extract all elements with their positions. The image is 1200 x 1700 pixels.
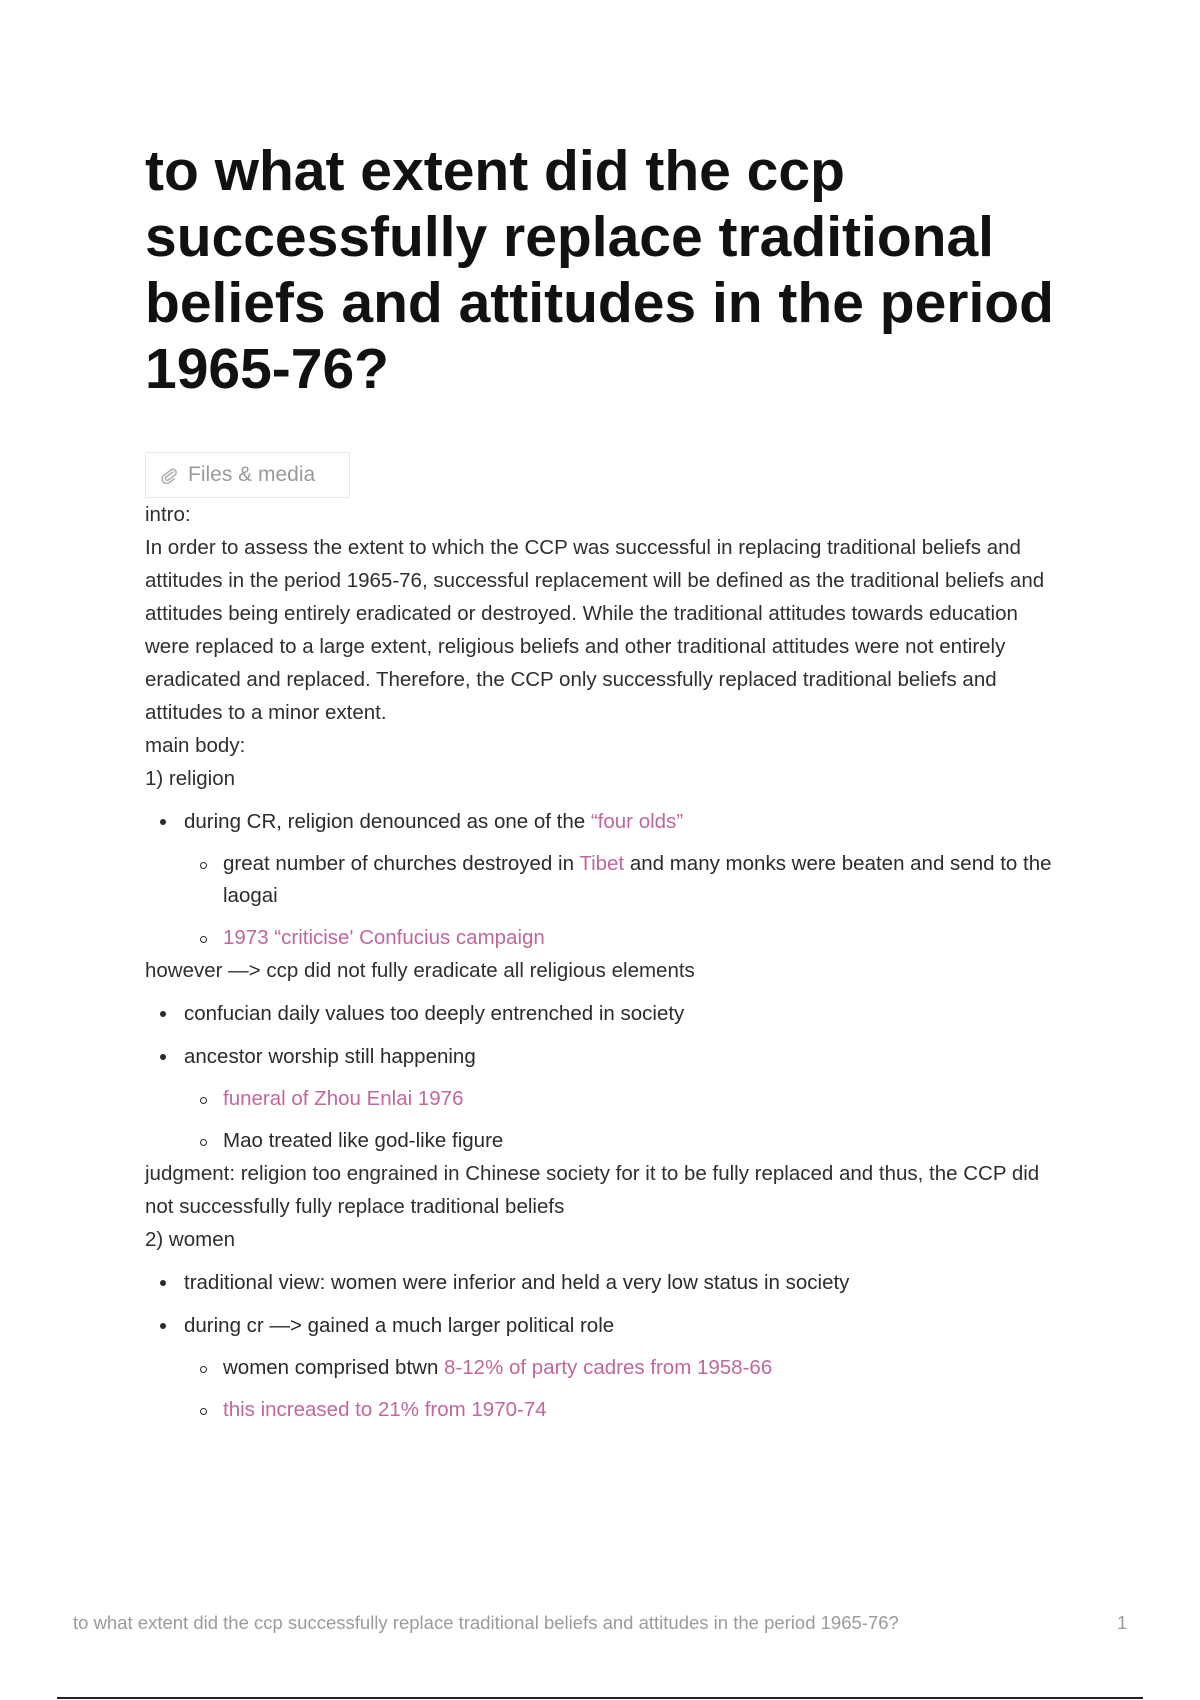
sub-bullet-list	[184, 1352, 1065, 1426]
main-body-label: main body:	[145, 734, 246, 757]
list-item	[145, 805, 1065, 954]
highlighted-text: Tibet	[579, 852, 625, 875]
list-item-text: confucian daily values too deeply entrenched in society	[184, 1002, 685, 1025]
list-item	[145, 1040, 1065, 1157]
bullet-dot	[160, 1280, 166, 1286]
list-item	[145, 1266, 1065, 1299]
sub-bullet-list	[184, 1083, 1065, 1157]
highlighted-text: 1973 “criticise' Confucius campaign	[223, 926, 545, 949]
sub-list-item	[184, 1394, 1065, 1426]
bullet-circle	[200, 1408, 207, 1415]
sub-list-item	[184, 1083, 1065, 1115]
religion-counter-list	[145, 997, 1065, 1157]
files-media-label: Files & media	[188, 463, 316, 486]
list-item-text: ancestor worship still happening	[184, 1045, 476, 1068]
page-title: to what extent did the ccp successfully replace traditional beliefs and attitudes in the period 1965-76?	[145, 139, 1054, 401]
paperclip-icon	[160, 466, 178, 484]
page-number: 1	[1117, 1612, 1128, 1633]
list-item-text: and many monks were beaten and send to the laogai	[223, 852, 1052, 907]
bullet-circle	[200, 1097, 207, 1104]
list-item-text: great number of churches destroyed in	[223, 852, 580, 875]
list-item	[145, 1309, 1065, 1426]
list-item	[145, 997, 1065, 1030]
section-heading-women: 2) women	[145, 1228, 236, 1251]
list-item-text: traditional view: women were inferior and held a very low status in society	[184, 1271, 850, 1294]
sub-list-item	[184, 922, 1065, 954]
section-heading-religion: 1) religion	[145, 767, 236, 790]
bullet-dot	[160, 819, 166, 825]
religion-bullet-list	[145, 805, 1065, 954]
highlighted-text: this increased to 21% from 1970-74	[223, 1398, 547, 1421]
page-divider	[57, 1697, 1143, 1699]
document-content	[145, 138, 1065, 1426]
however-line: however —> ccp did not fully eradicate all religious elements	[145, 959, 695, 982]
judgment-paragraph: judgment: religion too engrained in Chinese society for it to be fully replaced and thus, the CCP did not successfully fully replace traditional beliefs	[145, 1162, 1040, 1218]
highlighted-text: “four olds”	[590, 810, 684, 833]
bullet-circle	[200, 936, 207, 943]
intro-label: intro:	[145, 503, 191, 526]
sub-list-item	[184, 1352, 1065, 1384]
women-bullet-list	[145, 1266, 1065, 1426]
files-media-button[interactable]	[145, 452, 350, 498]
bullet-dot	[160, 1011, 166, 1017]
highlighted-text: 8-12% of party cadres from 1958-66	[444, 1356, 773, 1379]
list-item-text: women comprised btwn	[223, 1356, 445, 1379]
bullet-circle	[200, 1366, 207, 1373]
sub-list-item	[184, 1125, 1065, 1157]
bullet-circle	[200, 862, 207, 869]
bullet-dot	[160, 1054, 166, 1060]
list-item-text: during CR, religion denounced as one of the	[184, 810, 591, 833]
list-item-text: during cr —> gained a much larger political role	[184, 1314, 615, 1337]
bullet-dot	[160, 1323, 166, 1329]
highlighted-text: funeral of Zhou Enlai 1976	[223, 1087, 464, 1110]
sub-bullet-list	[184, 848, 1065, 954]
bullet-circle	[200, 1139, 207, 1146]
footer-title: to what extent did the ccp successfully replace traditional beliefs and attitudes in the period 1965-76?	[73, 1612, 899, 1633]
list-item-text: Mao treated like god-like figure	[223, 1129, 504, 1152]
sub-list-item	[184, 848, 1065, 912]
intro-paragraph: In order to assess the extent to which the CCP was successful in replacing traditional beliefs and attitudes in the period 1965-76, successful replacement will be defined as the traditional beliefs and attitudes being entirely eradicated or destroyed. While the traditional attitudes towards education were replaced to a large extent, religious beliefs and other traditional attitudes were not entirely eradicated and replaced. Therefore, the CCP only successfully replaced traditional beliefs and attitudes to a minor extent.	[145, 536, 1045, 724]
